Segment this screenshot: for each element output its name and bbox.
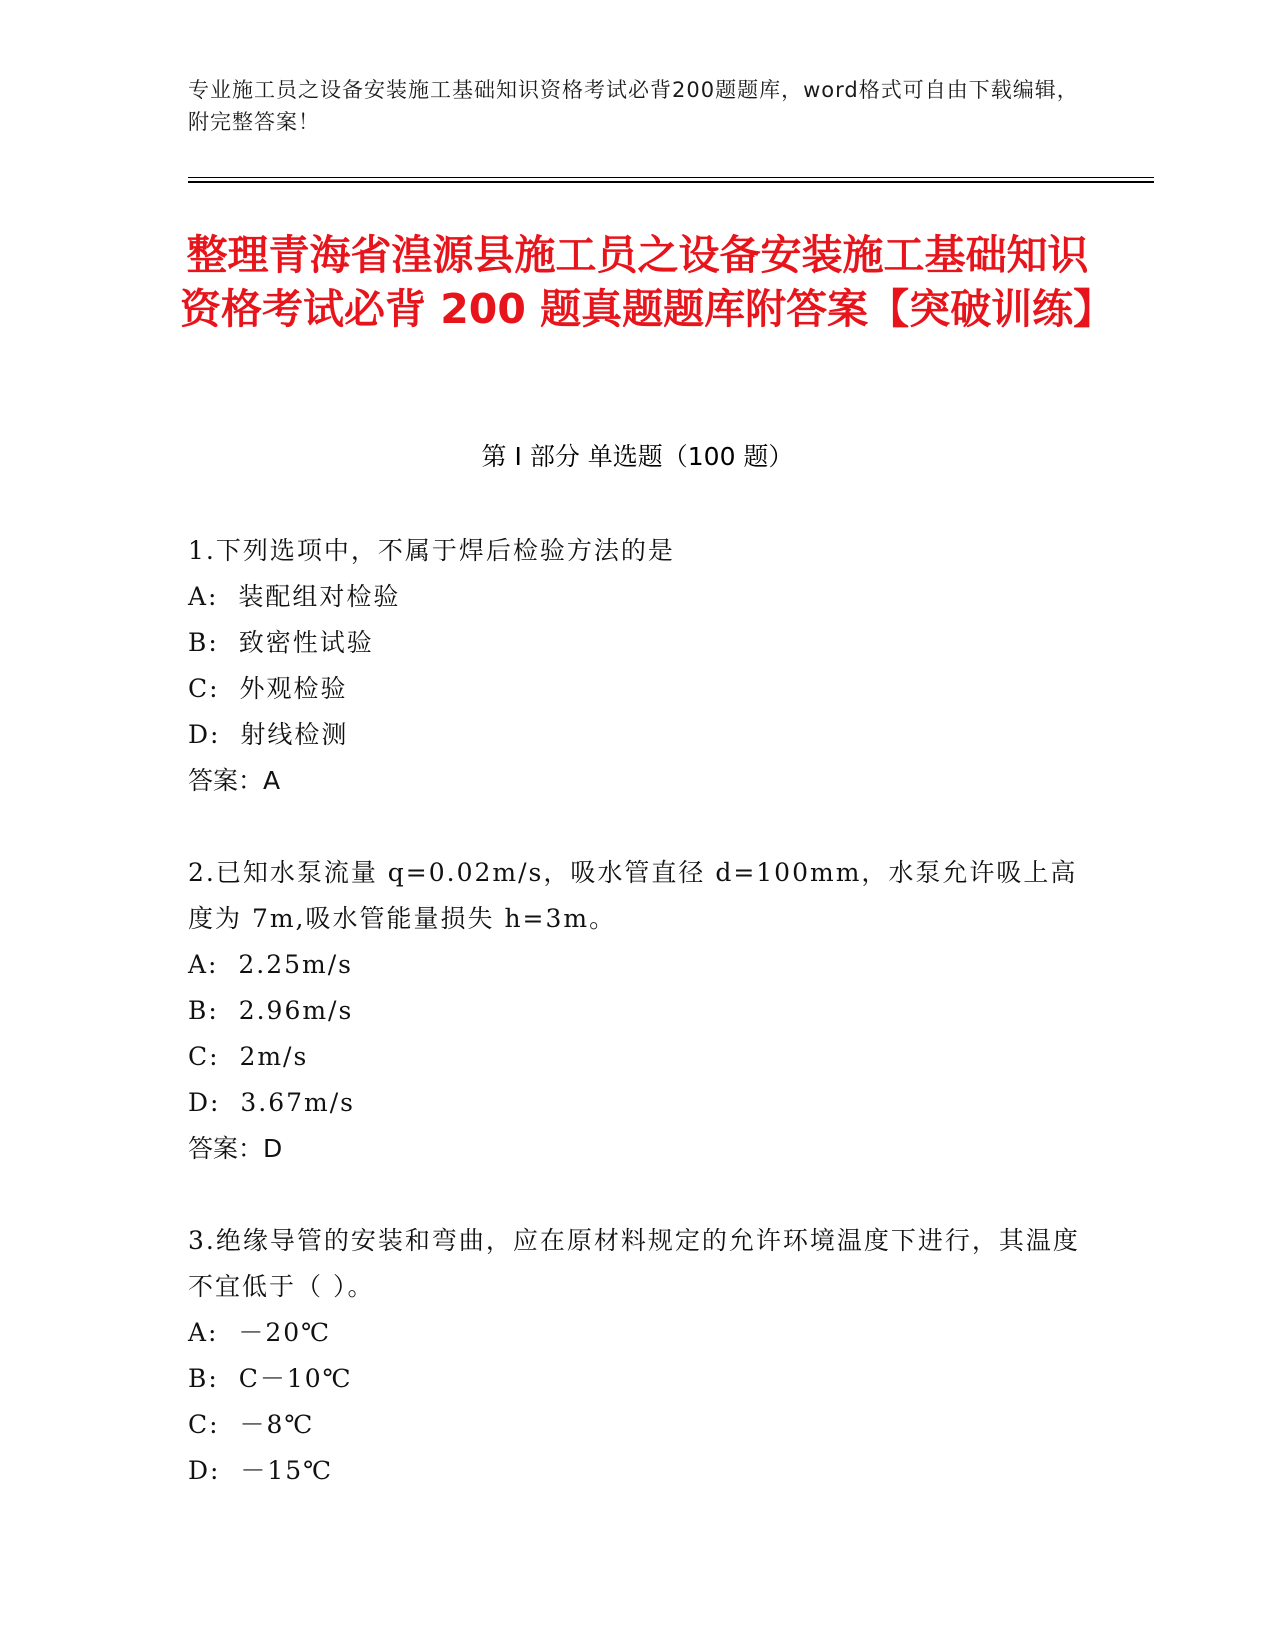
option-c: C: －8℃ bbox=[188, 1410, 315, 1439]
option-b: B: 致密性试验 bbox=[188, 628, 374, 657]
option-c: C: 2m/s bbox=[188, 1042, 309, 1071]
option-a: A: 2.25m/s bbox=[188, 950, 353, 979]
header-note: 专业施工员之设备安装施工基础知识资格考试必背200题题库，word格式可自由下载编辑，附完整答案！ bbox=[188, 78, 1079, 134]
question-3 bbox=[188, 1218, 1088, 1494]
option-d: D: －15℃ bbox=[188, 1456, 334, 1485]
header-divider-thin bbox=[188, 177, 1154, 178]
answer: 答案：D bbox=[188, 1134, 283, 1163]
question-stem: 2.已知水泵流量 q=0.02m/s，吸水管直径 d=100mm，水泵允许吸上高度为 7m,吸水管能量损失 h=3m。 bbox=[188, 858, 1078, 933]
document-title: 整理青海省湟源县施工员之设备安装施工基础知识资格考试必背 200 题真题题库附答案【突破训练】 bbox=[180, 231, 1115, 333]
question-2 bbox=[188, 850, 1088, 1172]
option-b: B: C－10℃ bbox=[188, 1364, 353, 1393]
option-a: A: －20℃ bbox=[188, 1318, 332, 1347]
question-stem: 1.下列选项中，不属于焊后检验方法的是 bbox=[188, 536, 675, 565]
answer: 答案：A bbox=[188, 766, 281, 795]
option-b: B: 2.96m/s bbox=[188, 996, 354, 1025]
question-stem: 3.绝缘导管的安装和弯曲，应在原材料规定的允许环境温度下进行，其温度不宜低于（ ）。 bbox=[188, 1226, 1080, 1301]
option-d: D: 射线检测 bbox=[188, 720, 349, 749]
option-d: D: 3.67m/s bbox=[188, 1088, 355, 1117]
question-list bbox=[188, 528, 1088, 1540]
section-heading: 第 I 部分 单选题（100 题） bbox=[481, 442, 794, 471]
option-a: A: 装配组对检验 bbox=[188, 582, 401, 611]
header-divider-thick bbox=[188, 181, 1154, 183]
option-c: C: 外观检验 bbox=[188, 674, 348, 703]
question-1 bbox=[188, 528, 1088, 804]
